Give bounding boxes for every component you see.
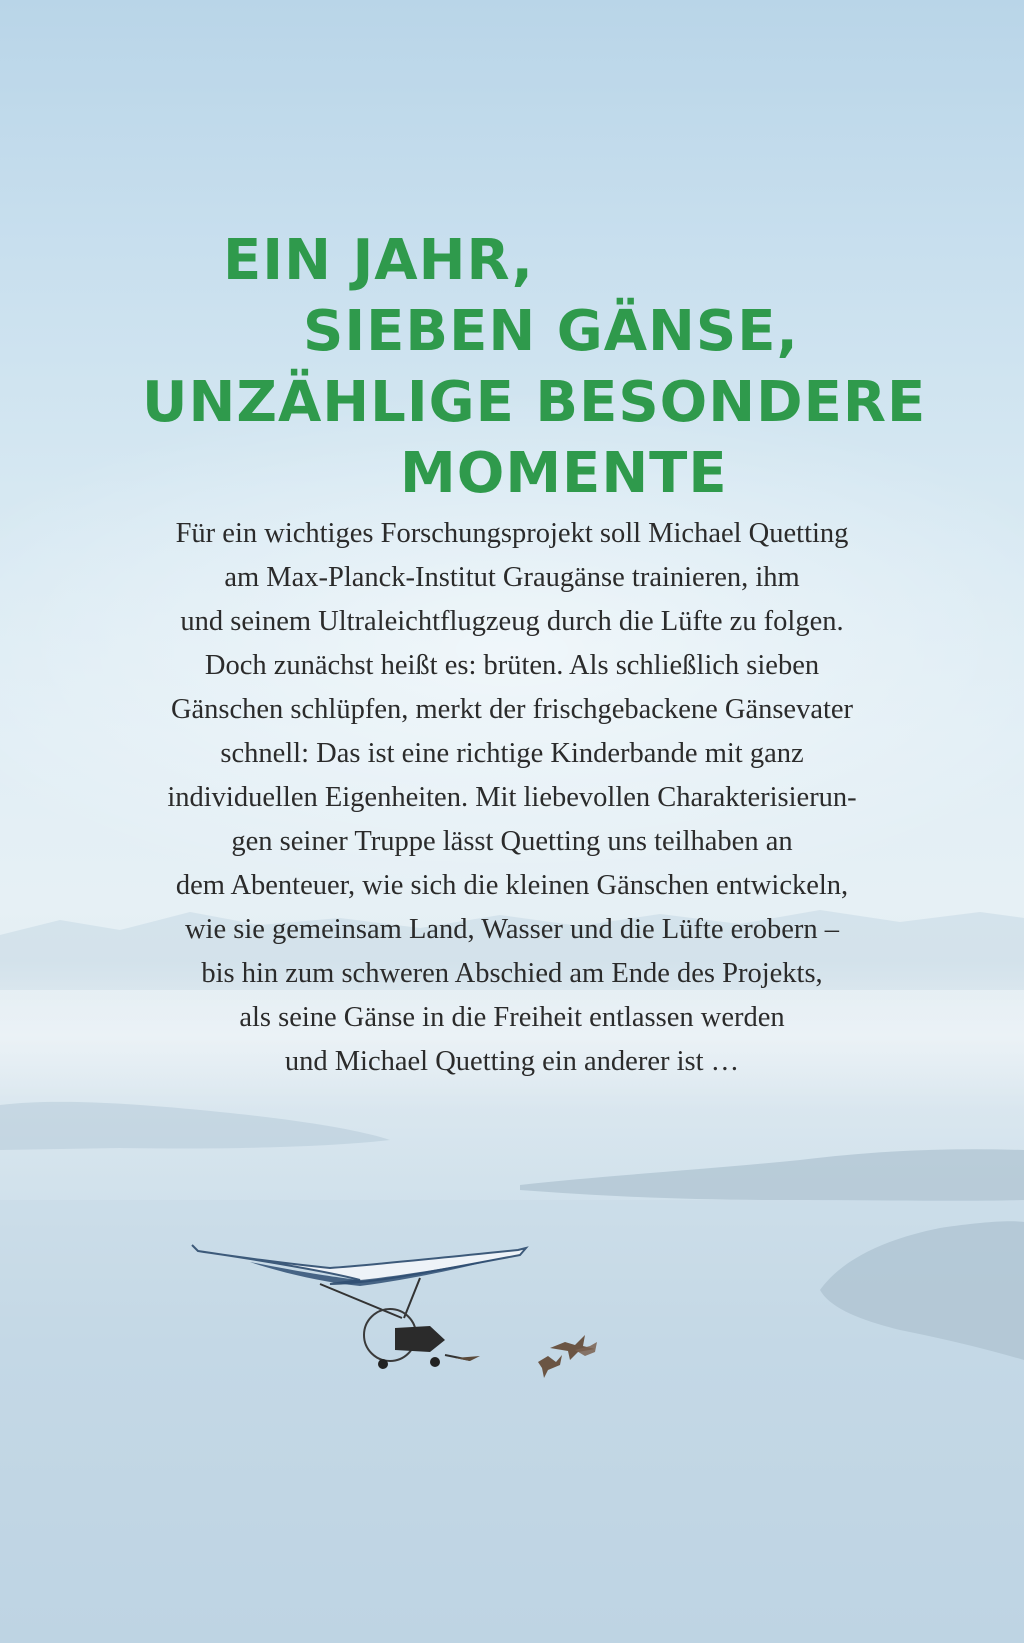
- blurb-line: dem Abenteuer, wie sich die kleinen Gänschen entwickeln,: [175, 870, 849, 901]
- blurb-line: schnell: Das ist eine richtige Kinderbande mit ganz: [220, 738, 804, 769]
- blurb-line: bis hin zum schweren Abschied am Ende des Projekts,: [201, 958, 823, 989]
- blurb-line: Für ein wichtiges Forschungsprojekt soll Michael Quetting: [175, 518, 849, 549]
- blurb-line: gen seiner Truppe lässt Quetting uns teilhaben an: [231, 826, 793, 857]
- blurb-line: am Max-Planck-Institut Graugänse trainieren, ihm: [224, 562, 800, 593]
- lake-surface: [0, 1200, 1024, 1643]
- blurb-line: und Michael Quetting ein anderer ist …: [284, 1046, 740, 1077]
- blurb-text: [100, 512, 924, 1084]
- headline-line-1: EIN JAHR,: [223, 227, 534, 293]
- blurb-line: individuellen Eigenheiten. Mit liebevollen Charakterisierun-: [167, 782, 857, 813]
- shoreline-right: [520, 1149, 1024, 1201]
- blurb-line: und seinem Ultraleichtflugzeug durch die Lüfte zu folgen.: [180, 606, 844, 637]
- headline-line-4: MOMENTE: [400, 440, 728, 506]
- blurb-line: Gänschen schlüpfen, merkt der frischgebackene Gänsevater: [170, 694, 854, 725]
- headline-line-3: UNZÄHLIGE BESONDERE: [142, 369, 927, 435]
- headline-line-2: SIEBEN GÄNSE,: [303, 298, 799, 364]
- blurb-line: als seine Gänse in die Freiheit entlassen werden: [239, 1002, 785, 1033]
- blurb-line: wie sie gemeinsam Land, Wasser und die Lüfte erobern –: [184, 914, 840, 945]
- blurb-line: Doch zunächst heißt es: brüten. Als schließlich sieben: [204, 650, 820, 681]
